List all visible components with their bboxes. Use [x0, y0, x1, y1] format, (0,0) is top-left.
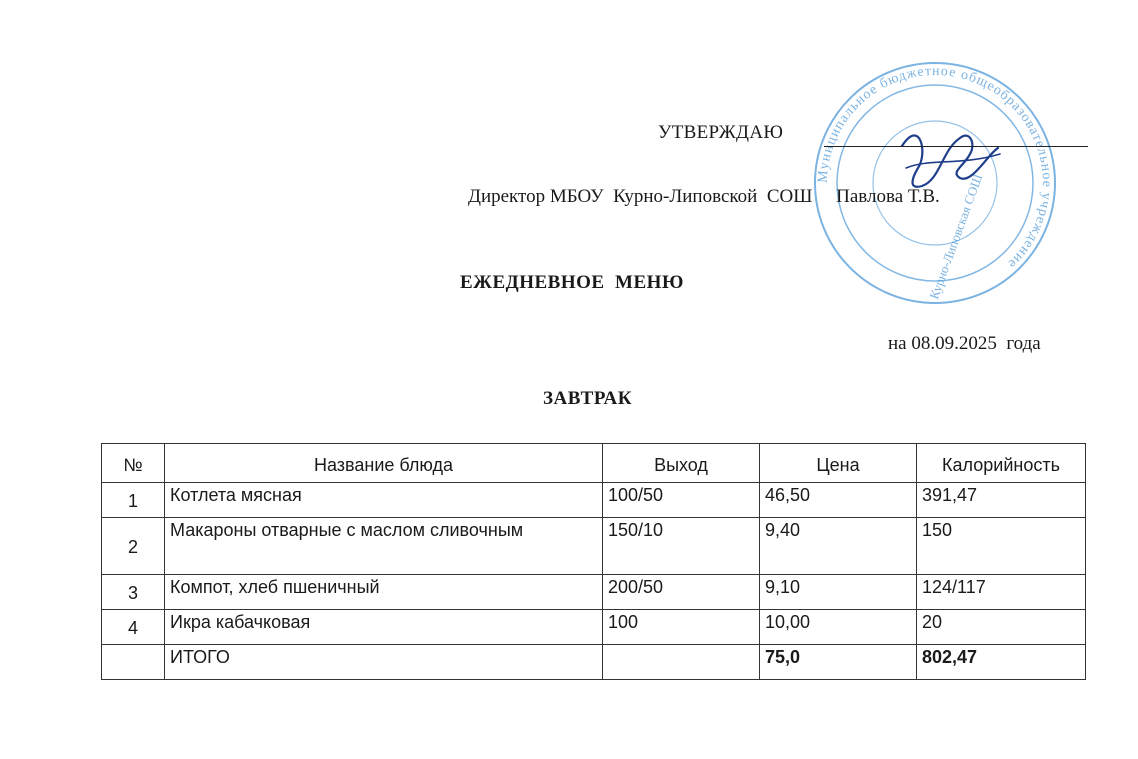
table-total-row	[102, 645, 1086, 680]
stamp-inner-text: Курно-Липовская СОШ	[926, 171, 986, 301]
header-number: №	[102, 444, 165, 483]
total-output-empty	[603, 645, 760, 680]
total-label: ИТОГО	[165, 645, 603, 680]
row-number: 3	[102, 575, 165, 610]
meal-title: ЗАВТРАК	[543, 388, 633, 409]
director-line: Директор МБОУ Курно-Липовской СОШ Павлова Т.В.	[468, 186, 940, 207]
signature-scribble	[902, 135, 998, 186]
row-number: 2	[102, 518, 165, 575]
table-row	[102, 518, 1086, 575]
table-row	[102, 483, 1086, 518]
row-output: 200/50	[603, 575, 760, 610]
row-calories: 150	[917, 518, 1086, 575]
row-price: 10,00	[760, 610, 917, 645]
menu-table	[101, 443, 1086, 680]
total-calories: 802,47	[917, 645, 1086, 680]
row-calories: 20	[917, 610, 1086, 645]
row-calories: 124/117	[917, 575, 1086, 610]
svg-text:Муниципальное бюджетное общеоб	[816, 64, 1054, 272]
row-price: 9,40	[760, 518, 917, 575]
row-dish-name: Макароны отварные с маслом сливочным	[165, 518, 603, 575]
total-number-empty	[102, 645, 165, 680]
table-row	[102, 610, 1086, 645]
signature-line	[824, 146, 1088, 147]
header-calories: Калорийность	[917, 444, 1086, 483]
header-price: Цена	[760, 444, 917, 483]
row-dish-name: Икра кабачковая	[165, 610, 603, 645]
header-dish-name: Название блюда	[165, 444, 603, 483]
school-stamp	[810, 58, 1060, 308]
total-price: 75,0	[760, 645, 917, 680]
table-header-row	[102, 444, 1086, 483]
header-output: Выход	[603, 444, 760, 483]
row-dish-name: Компот, хлеб пшеничный	[165, 575, 603, 610]
row-output: 150/10	[603, 518, 760, 575]
document-title: ЕЖЕДНЕВНОЕ МЕНЮ	[460, 272, 684, 293]
row-price: 46,50	[760, 483, 917, 518]
row-calories: 391,47	[917, 483, 1086, 518]
row-number: 1	[102, 483, 165, 518]
row-number: 4	[102, 610, 165, 645]
stamp-outer-text: Муниципальное бюджетное общеобразовательное учреждение	[815, 63, 1055, 272]
menu-date: на 08.09.2025 года	[888, 333, 1041, 354]
row-dish-name: Котлета мясная	[165, 483, 603, 518]
table-row	[102, 575, 1086, 610]
row-output: 100	[603, 610, 760, 645]
row-price: 9,10	[760, 575, 917, 610]
row-output: 100/50	[603, 483, 760, 518]
approve-label: УТВЕРЖДАЮ	[658, 122, 784, 143]
